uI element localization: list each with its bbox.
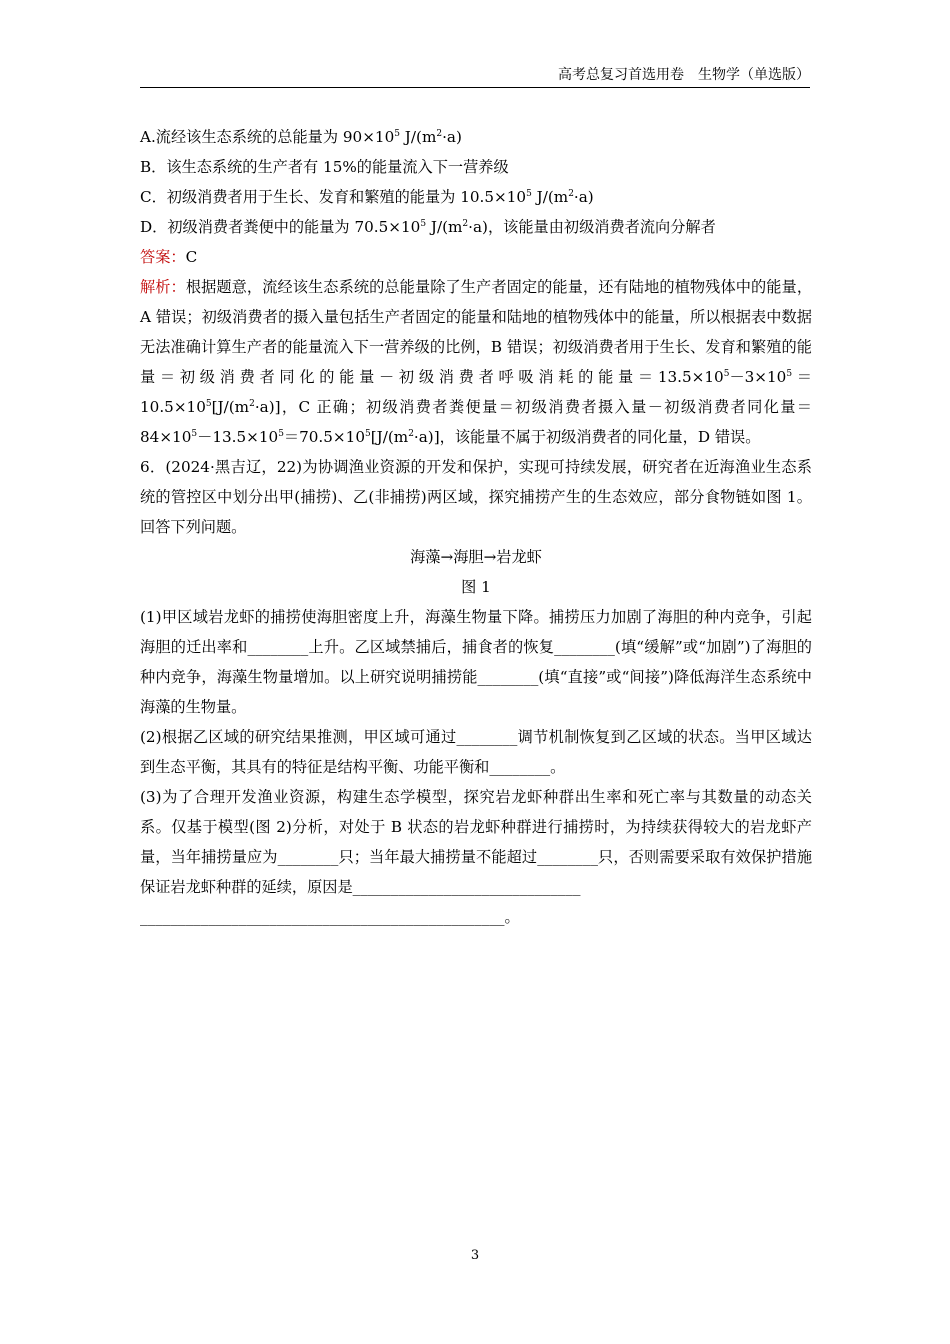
question-6-part-2: (2)根据乙区域的研究结果推测，甲区域可通过________调节机制恢复到乙区域的状态。当甲区域达到生态平衡，其具有的特征是结构平衡、功能平衡和________。 — [140, 728, 812, 776]
answer-value: C — [185, 248, 198, 266]
question-6-intro: 6．(2024·黑吉辽，22)为协调渔业资源的开发和保护，实现可持续发展，研究者在近海渔业生态系统的管控区中划分出甲(捕捞)、乙(非捕捞)两区域，探究捕捞产生的生态效应，部分食物链如图 1。回答下列问题。 — [140, 458, 812, 536]
food-chain: 海藻→海胆→岩龙虾 — [410, 548, 542, 566]
page-number: 3 — [470, 1248, 480, 1263]
analysis-label: 解析： — [140, 278, 186, 296]
page-content — [140, 122, 812, 932]
answer-line — [140, 242, 812, 272]
option-a: A.流经该生态系统的总能量为 $90\times 10^5$ $J/(m^2\cdot a)$ — [140, 128, 462, 146]
running-header: 高考总复习首选用卷 生物学（单选版） — [140, 66, 810, 88]
figure-1-label: 图 1 — [461, 578, 491, 596]
option-c: C．初级消费者用于生长、发育和繁殖的能量为 $10.5\times 10^5$ $J/(m^2\cdot a)$ — [140, 188, 594, 206]
analysis-paragraph: 解析：根据题意，流经该生态系统的总能量除了生产者固定的能量，还有陆地的植物残体中的能量，A 错误；初级消费者的摄入量包括生产者固定的能量和陆地的植物残体中的能量，所以根据表中数据无法准确计算生产者的能量流入下一营养级的比例，B 错误；初级消费者用于生长、发育和繁殖的能量＝初级消费者同化的能量－初级消费者呼吸消耗的能量$=13.5\times 10^5-3\times 10^5=10.5\times 10^5[J/(m^2\cdot a)]$，C 正确；初级消费者粪便量＝初级消费者摄入量－初级消费者同化量$=84\times 10^5-13.5\times 10^5=70.5\times 10^5[J/(m^2\cdot a)]$，该能量不属于初级消费者的同化量，D 错误。 — [140, 278, 813, 446]
option-b: B．该生态系统的生产者有 15%的能量流入下一营养级 — [140, 158, 509, 176]
option-d: D．初级消费者粪便中的能量为 $70.5\times 10^5$ $J/(m^2\cdot a)$，该能量由初级消费者流向分解者 — [140, 218, 716, 236]
answer-label: 答案： — [140, 248, 186, 266]
question-6-part-3: (3)为了合理开发渔业资源，构建生态学模型，探究岩龙虾种群出生率和死亡率与其数量的动态关系。仅基于模型(图 2)分析，对处于 B 状态的岩龙虾种群进行捕捞时，为持续获得较大的岩龙虾产量，当年捕捞量应为________只；当年最大捕捞量不能超过________只，否则需要采取有效保护措施保证岩龙虾种群的延续，原因是______________________________ — [140, 788, 812, 896]
question-6-part-3-answer-line: ________________________________________________。 — [140, 908, 520, 926]
question-6-part-1: (1)甲区域岩龙虾的捕捞使海胆密度上升，海藻生物量下降。捕捞压力加剧了海胆的种内竞争，引起海胆的迁出率和________上升。乙区域禁捕后，捕食者的恢复________(填“缓解”或“加剧”)了海胆的种内竞争，海藻生物量增加。以上研究说明捕捞能________(填“直接”或“间接”)降低海洋生态系统中海藻的生物量。 — [140, 608, 812, 716]
